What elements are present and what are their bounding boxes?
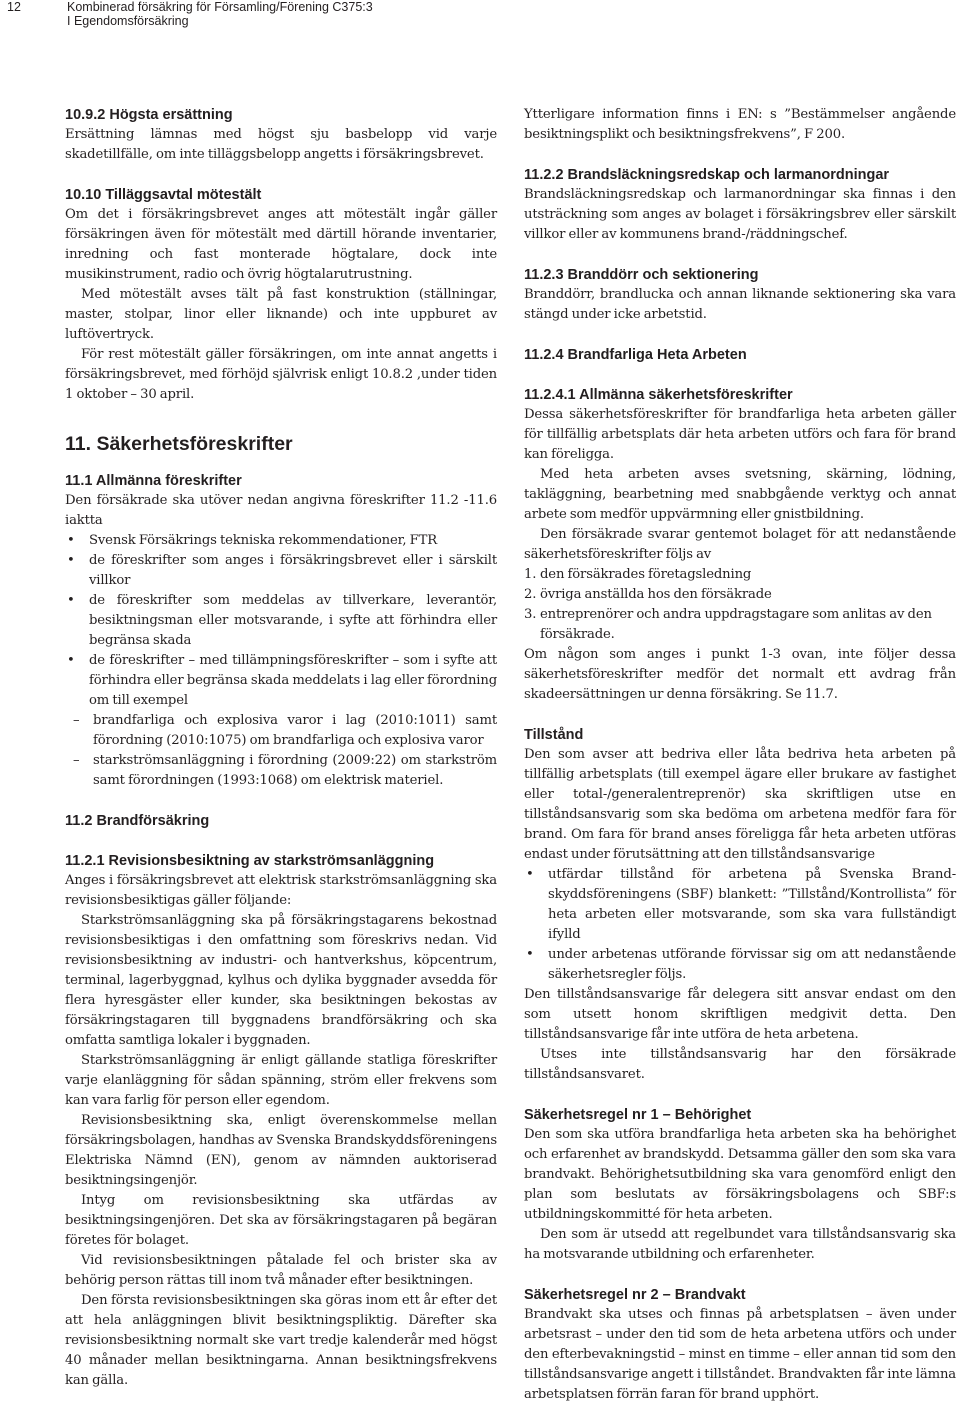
paragraph: Brandvakt ska utses och finnas på arbetsplatsen – även under arbetsrast – under den tid som de heta arbetena utförs och under den efterbevakningstid – minst en timme – eller annan tid som den tillståndsansvarige angett i tillståndet. Brandvakten får inte lämna arbetsplatsen förrän faran för brand upphört. [524, 1307, 956, 1402]
paragraph: Revisionsbesiktning ska, enligt överenskommelse mellan försäkringsbolagen, handhas av Svenska Brandskyddsföreningens Elektriska Nämnd (EN), genom av nämnden auktoriserad besiktningsingenjör. [65, 1113, 497, 1188]
paragraph: Den försäkrade svarar gentemot bolaget för att nedanstående säkerhetsföreskrifter följs av [524, 527, 956, 562]
list-item: – brandfarliga och explosiva varor i lag (2010:1011) samt förordning (2010:1075) om brandfarliga och explosiva varor [73, 713, 497, 748]
heading-11-2-4-1: 11.2.4.1 Allmänna säkerhetsföreskrifter [524, 387, 793, 403]
bullet-list [65, 531, 497, 711]
paragraph: Vid revisionsbesiktningen påtalade fel och brister ska av behörig person rättas till inom två månader efter besiktningen. [65, 1253, 497, 1288]
heading-10-10: 10.10 Tilläggsavtal mötestält [65, 187, 262, 203]
heading-11-2: 11.2 Brandförsäkring [65, 813, 210, 829]
paragraph: Den tillståndsansvarige får delegera sitt ansvar endast om den som utsett honom skriftligen medgivit detta. Den tillståndsansvarige får inte utföra de heta arbetena. [524, 987, 956, 1042]
page-number: 12 [7, 0, 21, 14]
heading-11-2-1: 11.2.1 Revisionsbesiktning av starkströmsanläggning [65, 853, 435, 869]
document-title: Kombinerad försäkring för Församling/Förening C375:3 [67, 0, 373, 14]
list-item: • de föreskrifter som anges i försäkringsbrevet eller i särskilt villkor [67, 553, 497, 588]
paragraph: Den som är utsedd att regelbundet vara tillståndsansvarig ska ha motsvarande utbildning och erfarenheter. [524, 1227, 956, 1262]
bullet-list [524, 865, 956, 985]
paragraph: Anges i försäkringsbrevet att elektrisk starkströmsanläggning ska revisionsbesiktigas gäller följande: [65, 873, 497, 908]
paragraph: Starkströmsanläggning är enligt gällande statliga föreskrifter varje elanläggning för sådan spänning, ström eller frekvens som kan vara farlig för person eller egendom. [65, 1053, 497, 1108]
paragraph: Med mötestält avses tält på fast konstruktion (ställningar, master, stolpar, linor eller liknande) och inte uppburet av luftövertryck. [65, 287, 497, 342]
paragraph: Den försäkrade ska utöver nedan angivna föreskrifter 11.2 -11.6 iaktta [65, 493, 497, 528]
paragraph: Dessa säkerhetsföreskrifter för brandfarliga heta arbeten gäller för tillfällig arbetsplats där heta arbeten utförs och fara för brand kan föreligga. [524, 407, 956, 462]
paragraph: För rest mötestält gäller försäkringen, om inte annat angetts i försäkringsbrevet, med förhöjd självrisk enligt 10.8.2 ,under tiden 1 oktober – 30 april. [65, 347, 497, 402]
list-item: • under arbetenas utförande förvissar sig om att nedanstående säkerhetsregler följs. [526, 947, 956, 982]
right-column [524, 105, 956, 1405]
heading-10-9-2: 10.9.2 Högsta ersättning [65, 107, 233, 123]
paragraph: Intyg om revisionsbesiktning ska utfärdas av besiktningsingenjören. Det ska av försäkringstagaren på begäran företes för bolaget. [65, 1193, 497, 1248]
paragraph: Brandsläckningsredskap och larmanordningar ska finnas i den utsträckning som anges av bolaget i försäkringsbrev eller särskilt villkor eller av kommunens brand-/räddningschef. [524, 187, 956, 242]
paragraph: Den som avser att bedriva eller låta bedriva heta arbeten på tillfällig arbetsplats (till exempel ägare eller brukare av fastighet eller total-/generalentreprenör) ska skriftligen utse en tillståndsansvarig som ska bedöma om arbetena medför fara för brand. Om fara för brand anses föreligga får heta arbeten utföras endast under förutsättning att den tillståndsansvarige [524, 747, 956, 862]
dash-list [65, 711, 497, 791]
heading-sakerhetsregel-2: Säkerhetsregel nr 2 – Brandvakt [524, 1287, 746, 1303]
heading-11-2-2: 11.2.2 Brandsläckningsredskap och larmanordningar [524, 167, 890, 183]
list-item: • de föreskrifter – med tillämpningsföreskrifter – som i syfte att förhindra eller begränsa skada meddelats i lag eller förordning om till exempel [67, 653, 497, 708]
page-header [0, 0, 960, 34]
heading-11-2-4: 11.2.4 Brandfarliga Heta Arbeten [524, 347, 747, 363]
paragraph: Den som ska utföra brandfarliga heta arbeten ska ha behörighet och erfarenhet av brandskydd. Detsamma gäller den som ska vara brandvakt. Behörighetsutbildning ska vara genomförd enligt den plan som beslutats av försäkringsbolagens och SBF:s utbildningskommitté för heta arbeten. [524, 1127, 956, 1222]
list-item: – starkströmsanläggning i förordning (2009:22) om starkström samt förordningen (1993:1068) om elektrisk materiel. [73, 753, 497, 788]
paragraph: Utses inte tillståndsansvarig har den försäkrade tillståndsansvaret. [524, 1047, 956, 1082]
list-item: 1. den försäkrades företagsledning [524, 567, 752, 582]
paragraph: Ersättning lämnas med högst sju basbelopp vid varje skadetillfälle, om inte tilläggsbelopp angetts i försäkringsbrevet. [65, 127, 497, 162]
list-item: • de föreskrifter som meddelas av tillverkare, leverantör, besiktningsman eller motsvarande, i syfte att förhindra eller begränsa skada [67, 593, 497, 648]
list-item: • utfärdar tillstånd för arbetena på Svenska Brand-skyddsföreningens (SBF) blankett: ”Tillstånd/Kontrollista” för heta arbeten eller motsvarande, som ska vara fullständigt ifylld [526, 867, 956, 942]
paragraph: Om det i försäkringsbrevet anges att mötestält ingår gäller försäkringen även för mötestält med därtill hörande inventarier, inredning och fast monterade högtalare, dock inte musikinstrument, radio och övrig högtalarutrustning. [65, 207, 497, 282]
heading-tillstand: Tillstånd [524, 727, 584, 743]
heading-sakerhetsregel-1: Säkerhetsregel nr 1 – Behörighet [524, 1107, 752, 1123]
numbered-list [524, 565, 956, 645]
paragraph: Med heta arbeten avses svetsning, skärning, lödning, takläggning, bearbetning med snabbgående verktyg och annat arbete som medför uppvärmning eller gnistbildning. [524, 467, 956, 522]
list-item: 2. övriga anställda hos den försäkrade [524, 587, 772, 602]
paragraph: Om någon som anges i punkt 1-3 ovan, inte följer dessa säkerhetsföreskrifter medför det normalt ett avdrag från skadeersättningen ur denna försäkring. Se 11.7. [524, 647, 956, 702]
paragraph: Den första revisionsbesiktningen ska göras inom ett år efter det att hela anläggningen blivit besiktningspliktig. Därefter ska revisionsbesiktning normalt ske vart tredje kalenderår med högst 40 månader mellan besiktningarna. Annan besiktningsfrekvens kan gälla. [65, 1293, 497, 1388]
heading-11-1: 11.1 Allmänna föreskrifter [65, 473, 242, 489]
paragraph: Branddörr, brandlucka och annan liknande sektionering ska vara stängd under icke arbetstid. [524, 287, 956, 322]
paragraph: Ytterligare information finns i EN: s ”Bestämmelser angående besiktningsplikt och besiktningsfrekvens”, F 200. [524, 107, 956, 142]
left-column [65, 105, 497, 1391]
paragraph: Starkströmsanläggning ska på försäkringstagarens bekostnad revisionsbesiktigas i den omfattning som föreskrivs nedan. Vid revisionsbesiktning av industri- och hantverkshus, köpcentrum, terminal, lagerbyggnad, kylhus och dylika byggnader avsedda för flera hyresgäster eller kunder, ska besiktningen bekostas av försäkringstagaren till byggnadens brandförsäkring och ska omfatta samtliga lokaler i byggnaden. [65, 913, 497, 1048]
heading-11-2-3: 11.2.3 Branddörr och sektionering [524, 267, 759, 283]
document-section-title: I Egendomsförsäkring [67, 14, 189, 28]
heading-11: 11. Säkerhetsföreskrifter [65, 433, 293, 455]
list-item: • Svensk Försäkrings tekniska rekommendationer, FTR [67, 533, 438, 548]
list-item: 3. entreprenörer och andra uppdragstagare som anlitas av den försäkrade. [524, 607, 932, 642]
